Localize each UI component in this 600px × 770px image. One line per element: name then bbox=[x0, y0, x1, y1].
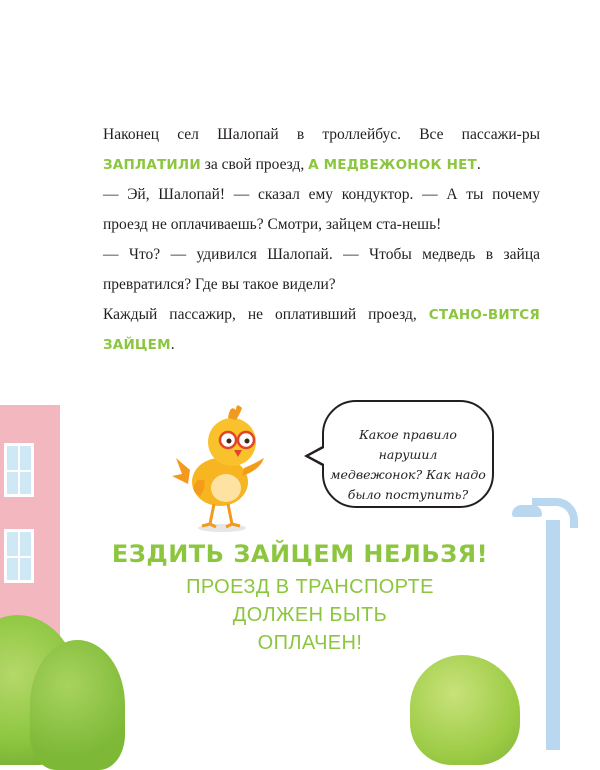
bubble-line-1: Какое правило нарушил bbox=[359, 427, 457, 462]
bush-icon bbox=[410, 655, 520, 765]
bush-icon bbox=[30, 640, 125, 770]
story-paragraph-1 bbox=[103, 120, 540, 180]
story-text bbox=[103, 120, 540, 360]
rule-subtitle bbox=[140, 573, 480, 657]
bubble-line-2: медвежонок? Как надо bbox=[330, 467, 486, 482]
highlight-paid: ЗАПЛАТИЛИ bbox=[103, 157, 201, 173]
story-text-span: за свой проезд, bbox=[200, 156, 309, 173]
speech-bubble-text bbox=[328, 425, 488, 505]
speech-bubble-tail-fill bbox=[309, 447, 326, 465]
story-text-span: . bbox=[476, 156, 481, 173]
bubble-line-3: было поступить? bbox=[347, 487, 469, 502]
story-text-span: Наконец сел Шалопай в троллейбус. Все пассажи-ры bbox=[103, 126, 540, 143]
rule-title: ЕЗДИТЬ ЗАЙЦЕМ НЕЛЬЗЯ! bbox=[111, 540, 489, 568]
highlight-becomes-hare: СТАНО-ВИТСЯ ЗАЙЦЕМ bbox=[103, 307, 540, 353]
story-text-span: . bbox=[170, 336, 175, 353]
story-paragraph-2: — Эй, Шалопай! — сказал ему кондуктор. — А ты почему проезд не оплачиваешь? Смотри, зайцем ста-нешь! bbox=[103, 186, 540, 233]
rule-subtitle-line-1: ПРОЕЗД В ТРАНСПОРТЕ ДОЛЖЕН БЫТЬ bbox=[186, 576, 434, 626]
story-paragraph-4 bbox=[103, 300, 540, 360]
highlight-bear-not: А МЕДВЕЖОНОК НЕТ bbox=[308, 157, 477, 173]
story-text-span: Каждый пассажир, не оплативший проезд, bbox=[103, 306, 429, 323]
building-window bbox=[4, 443, 34, 497]
story-paragraph-3: — Что? — удивился Шалопай. — Чтобы медведь в зайца превратился? Где вы такое видели? bbox=[103, 246, 540, 293]
rule-subtitle-line-2: ОПЛАЧЕН! bbox=[257, 632, 363, 654]
chick-character-icon bbox=[170, 400, 270, 535]
